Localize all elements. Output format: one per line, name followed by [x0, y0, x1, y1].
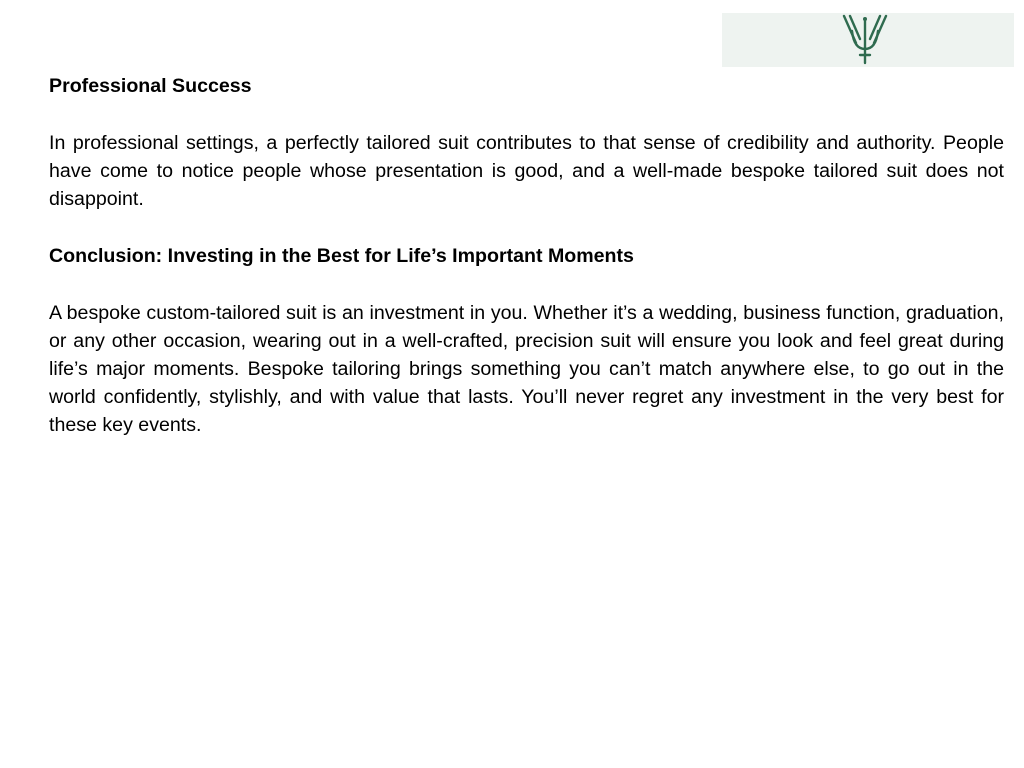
trident-monogram-icon	[836, 13, 894, 65]
section-heading-conclusion: Conclusion: Investing in the Best for Life’s Important Moments	[49, 245, 634, 267]
logo-banner	[722, 13, 1014, 67]
section-heading-professional-success: Professional Success	[49, 75, 252, 97]
document-content	[49, 72, 1004, 439]
section-paragraph-professional-success: In professional settings, a perfectly tailored suit contributes to that sense of credibility and authority. People have come to notice people whose presentation is good, and a well-made bespoke tailored suit does not disappoint.	[49, 132, 1004, 210]
section-paragraph-conclusion: A bespoke custom-tailored suit is an investment in you. Whether it’s a wedding, business function, graduation, or any other occasion, wearing out in a well-crafted, precision suit will ensure you look and feel great during life’s major moments. Bespoke tailoring brings something you can’t match anywhere else, to go out in the world confidently, stylishly, and with value that lasts. You’ll never regret any investment in the very best for these key events.	[49, 302, 1004, 436]
